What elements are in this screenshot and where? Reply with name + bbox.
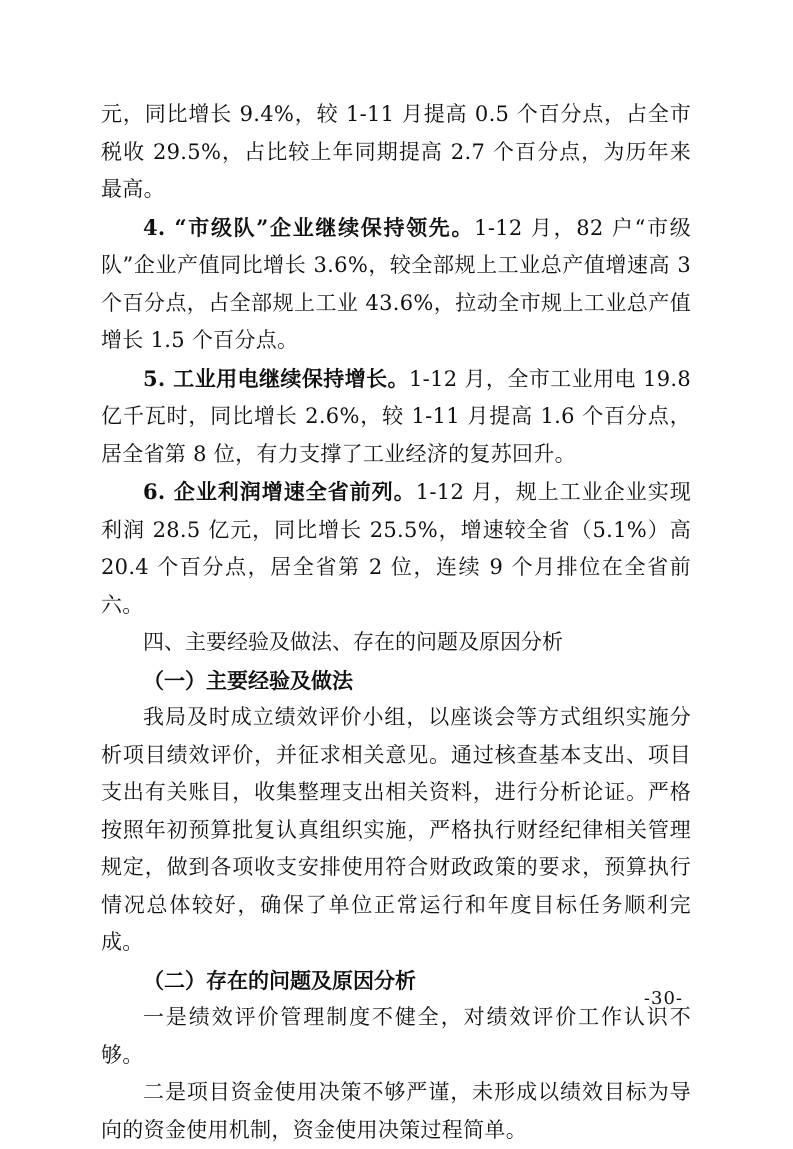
section-title: 四、主要经验及做法、存在的问题及原因分析 xyxy=(143,630,563,654)
paragraph-enterprise-profit xyxy=(101,473,691,624)
page-number: -30- xyxy=(643,988,683,1009)
paragraph-continuation xyxy=(101,96,691,209)
paragraph-lead: 4. “市级队”企业继续保持领先。 xyxy=(143,214,475,240)
paragraph-lead: 5. 工业用电继续保持增长。 xyxy=(143,365,410,391)
problem-item: 二是项目资金使用决策不够严谨，未形成以绩效目标为导向的资金使用机制，资金使用决策过程简单。 xyxy=(101,1080,691,1142)
problem-item: 一是绩效评价管理制度不健全，对绩效评价工作认识不够。 xyxy=(101,1005,691,1067)
paragraph-city-level-enterprises xyxy=(101,209,691,360)
paragraph-experience: 我局及时成立绩效评价小组，以座谈会等方式组织实施分析项目绩效评价，并征求相关意见。通过核查基本支出、项目支出有关账目，收集整理支出相关资料，进行分析论证。严格按照年初预算批复认真组织实施，严格执行财经纪律相关管理规定，做到各项收支安排使用符合财政政策的要求，预算执行情况总体较好，确保了单位正常运行和年度目标任务顺利完成。 xyxy=(101,705,691,954)
subsection-title-problems: （二）存在的问题及原因分析 xyxy=(143,967,416,993)
paragraph-text: 元，同比增长 9.4%，较 1-11 月提高 0.5 个百分点，占全市税收 29.5%，占比较上年同期提高 2.7 个百分点，为历年来最高。 xyxy=(101,102,691,201)
paragraph-industrial-electricity xyxy=(101,360,691,474)
paragraph-text: 1-12 月，全市工业用电 19.8 亿千瓦时，同比增长 2.6%，较 1-11 月提高 1.6 个百分点，居全省第 8 位，有力支撑了工业经济的复苏回升。 xyxy=(101,366,692,466)
paragraph-lead: 6. 企业利润增速全省前列。 xyxy=(143,479,416,504)
paragraph-text: 1-12 月，82 户“市级队”企业产值同比增长 3.6%，较全部规上工业总产值增速高 3 个百分点，占全部规上工业 43.6%，拉动全市规上工业总产值增长 1.5 个百分点。 xyxy=(101,215,692,352)
document-body xyxy=(101,96,691,1149)
subsection-title-experience: （一）主要经验及做法 xyxy=(143,667,353,693)
paragraph-text: 1-12 月，规上工业企业实现利润 28.5 亿元，同比增长 25.5%，增速较全省（5.1%）高 20.4 个百分点，居全省第 2 位，连续 9 个月排位在全省前六。 xyxy=(101,480,691,617)
